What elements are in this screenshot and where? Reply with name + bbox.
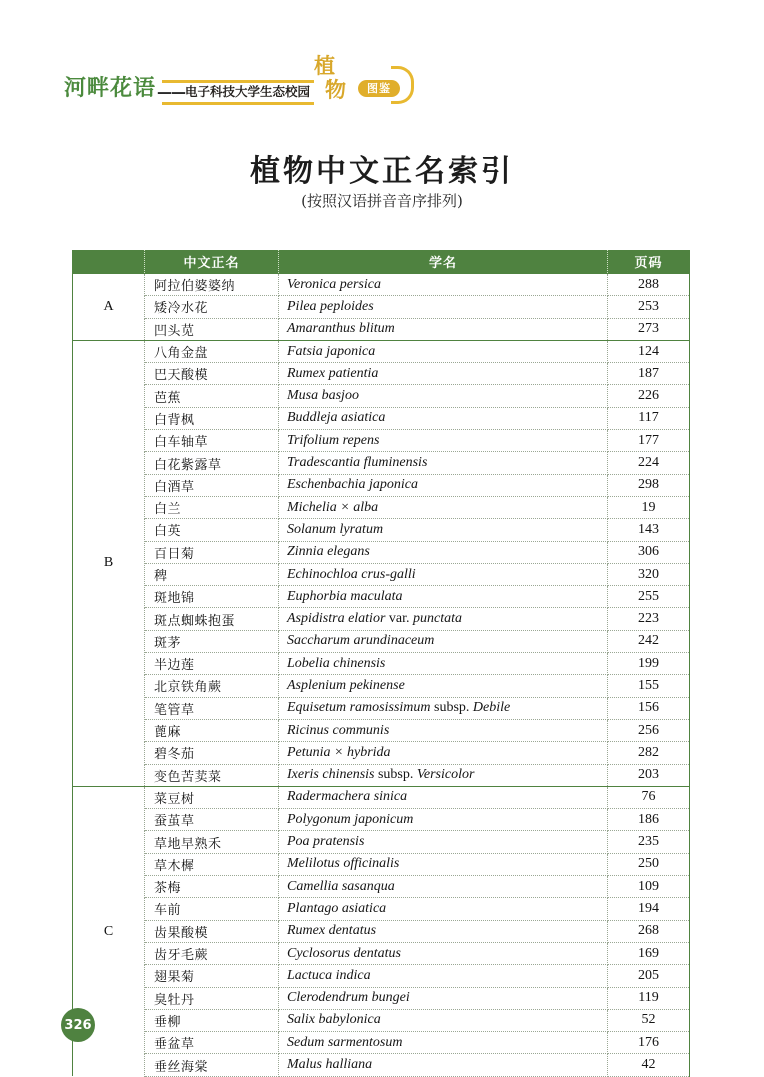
cell-page-number: 186 [608, 809, 690, 831]
cell-chinese-name: 白兰 [145, 496, 279, 518]
table-row [73, 318, 690, 340]
cell-page-number: 205 [608, 965, 690, 987]
cell-chinese-name: 白车轴草 [145, 430, 279, 452]
cell-scientific-name: Salix babylonica [279, 1009, 608, 1031]
cell-page-number: 177 [608, 430, 690, 452]
table-row [73, 876, 690, 898]
cell-page-number: 298 [608, 474, 690, 496]
cell-scientific-name: Buddleja asiatica [279, 407, 608, 429]
cell-page-number: 273 [608, 318, 690, 340]
cell-scientific-name: Petunia × hybrida [279, 742, 608, 764]
cell-page-number: 223 [608, 608, 690, 630]
plant-index-table [72, 250, 690, 1077]
table-row [73, 274, 690, 296]
cell-page-number: 187 [608, 363, 690, 385]
column-header-letter [73, 250, 145, 274]
cell-page-number: 169 [608, 942, 690, 964]
cell-scientific-name: Asplenium pekinense [279, 675, 608, 697]
logo-title-cn: 河畔花语 [64, 76, 157, 101]
table-header [73, 250, 690, 274]
cell-scientific-name: Sedum sarmentosum [279, 1032, 608, 1054]
cell-scientific-name: Malus halliana [279, 1054, 608, 1076]
cell-scientific-name: Zinnia elegans [279, 541, 608, 563]
cell-scientific-name: Equisetum ramosissimum subsp. Debile [279, 697, 608, 719]
cell-page-number: 119 [608, 987, 690, 1009]
book-logo [64, 54, 400, 106]
cell-chinese-name: 稗 [145, 563, 279, 585]
cell-page-number: 76 [608, 786, 690, 808]
table-row [73, 563, 690, 585]
table-row [73, 1032, 690, 1054]
cell-chinese-name: 齿牙毛蕨 [145, 942, 279, 964]
cell-page-number: 156 [608, 697, 690, 719]
letter-group-b: B [73, 340, 145, 786]
cell-scientific-name: Ricinus communis [279, 719, 608, 741]
cell-scientific-name: Aspidistra elatior var. punctata [279, 608, 608, 630]
cell-scientific-name: Melilotus officinalis [279, 853, 608, 875]
table-row [73, 363, 690, 385]
cell-scientific-name: Tradescantia fluminensis [279, 452, 608, 474]
cell-chinese-name: 翅果菊 [145, 965, 279, 987]
table-row [73, 942, 690, 964]
cell-scientific-name: Amaranthus blitum [279, 318, 608, 340]
cell-page-number: 19 [608, 496, 690, 518]
cell-scientific-name: Radermachera sinica [279, 786, 608, 808]
logo-gold-rule-top [162, 80, 314, 83]
cell-scientific-name: Polygonum japonicum [279, 809, 608, 831]
cell-scientific-name: Camellia sasanqua [279, 876, 608, 898]
cell-page-number: 109 [608, 876, 690, 898]
table-row [73, 853, 690, 875]
cell-chinese-name: 巴天酸模 [145, 363, 279, 385]
cell-page-number: 306 [608, 541, 690, 563]
table-row [73, 407, 690, 429]
cell-scientific-name: Trifolium repens [279, 430, 608, 452]
cell-chinese-name: 车前 [145, 898, 279, 920]
table-row [73, 519, 690, 541]
table-row [73, 898, 690, 920]
cell-chinese-name: 斑地锦 [145, 586, 279, 608]
cell-page-number: 194 [608, 898, 690, 920]
cell-page-number: 282 [608, 742, 690, 764]
cell-page-number: 256 [608, 719, 690, 741]
page-title: 植物中文正名索引 [250, 154, 514, 189]
cell-chinese-name: 茶梅 [145, 876, 279, 898]
cell-chinese-name: 芭蕉 [145, 385, 279, 407]
cell-chinese-name: 蚕茧草 [145, 809, 279, 831]
cell-chinese-name: 阿拉伯婆婆纳 [145, 274, 279, 296]
table-row [73, 786, 690, 808]
letter-group-c: C [73, 786, 145, 1076]
cell-scientific-name: Musa basjoo [279, 385, 608, 407]
cell-chinese-name: 垂柳 [145, 1009, 279, 1031]
cell-scientific-name: Lobelia chinensis [279, 653, 608, 675]
cell-scientific-name: Rumex patientia [279, 363, 608, 385]
cell-page-number: 203 [608, 764, 690, 786]
cell-chinese-name: 菜豆树 [145, 786, 279, 808]
cell-scientific-name: Cyclosorus dentatus [279, 942, 608, 964]
column-header-chinese-name: 中文正名 [145, 250, 279, 274]
cell-scientific-name: Saccharum arundinaceum [279, 630, 608, 652]
table-row [73, 764, 690, 786]
logo-gold-rule-bottom [162, 102, 314, 105]
cell-scientific-name: Lactuca indica [279, 965, 608, 987]
cell-chinese-name: 白酒草 [145, 474, 279, 496]
table-row [73, 496, 690, 518]
table-row [73, 675, 690, 697]
cell-page-number: 250 [608, 853, 690, 875]
cell-page-number: 242 [608, 630, 690, 652]
cell-page-number: 268 [608, 920, 690, 942]
logo-zhiwu-group [314, 54, 358, 106]
table-row [73, 965, 690, 987]
table-row [73, 809, 690, 831]
cell-chinese-name: 半边莲 [145, 653, 279, 675]
table-row [73, 653, 690, 675]
column-header-scientific-name: 学名 [279, 250, 608, 274]
cell-chinese-name: 垂盆草 [145, 1032, 279, 1054]
table-header-row [73, 250, 690, 274]
cell-chinese-name: 变色苦荬菜 [145, 764, 279, 786]
cell-scientific-name: Ixeris chinensis subsp. Versicolor [279, 764, 608, 786]
cell-page-number: 176 [608, 1032, 690, 1054]
logo-dash: —— [157, 83, 186, 101]
cell-chinese-name: 蓖麻 [145, 719, 279, 741]
cell-page-number: 255 [608, 586, 690, 608]
cell-scientific-name: Michelia × alba [279, 496, 608, 518]
cell-page-number: 143 [608, 519, 690, 541]
table-row [73, 1009, 690, 1031]
logo-gold-arc [391, 66, 414, 104]
table-row [73, 920, 690, 942]
cell-chinese-name: 八角金盘 [145, 340, 279, 362]
table-row [73, 541, 690, 563]
cell-scientific-name: Solanum lyratum [279, 519, 608, 541]
cell-page-number: 52 [608, 1009, 690, 1031]
index-table-container [72, 250, 690, 1077]
table-row [73, 430, 690, 452]
cell-scientific-name: Plantago asiatica [279, 898, 608, 920]
cell-page-number: 253 [608, 296, 690, 318]
table-row [73, 1054, 690, 1076]
cell-chinese-name: 北京铁角蕨 [145, 675, 279, 697]
cell-chinese-name: 白背枫 [145, 407, 279, 429]
cell-page-number: 42 [608, 1054, 690, 1076]
cell-chinese-name: 草地早熟禾 [145, 831, 279, 853]
cell-chinese-name: 百日菊 [145, 541, 279, 563]
cell-scientific-name: Rumex dentatus [279, 920, 608, 942]
cell-chinese-name: 凹头苋 [145, 318, 279, 340]
cell-chinese-name: 垂丝海棠 [145, 1054, 279, 1076]
cell-chinese-name: 矮冷水花 [145, 296, 279, 318]
table-row [73, 296, 690, 318]
table-row [73, 608, 690, 630]
table-row [73, 697, 690, 719]
logo-char-zhi: 植 [314, 54, 336, 78]
cell-chinese-name: 臭牡丹 [145, 987, 279, 1009]
cell-chinese-name: 碧冬茄 [145, 742, 279, 764]
logo-badge-tujian: 图鉴 [358, 80, 400, 97]
column-header-page: 页码 [608, 250, 690, 274]
cell-chinese-name: 斑茅 [145, 630, 279, 652]
cell-scientific-name: Fatsia japonica [279, 340, 608, 362]
table-row [73, 630, 690, 652]
cell-chinese-name: 白英 [145, 519, 279, 541]
table-row [73, 742, 690, 764]
cell-chinese-name: 笔管草 [145, 697, 279, 719]
cell-page-number: 124 [608, 340, 690, 362]
logo-rule-group [156, 85, 310, 106]
table-row [73, 340, 690, 362]
cell-page-number: 224 [608, 452, 690, 474]
cell-page-number: 235 [608, 831, 690, 853]
logo-char-wu: 物 [325, 78, 347, 102]
cell-chinese-name: 齿果酸模 [145, 920, 279, 942]
cell-scientific-name: Clerodendrum bungei [279, 987, 608, 1009]
cell-chinese-name: 斑点蜘蛛抱蛋 [145, 608, 279, 630]
table-row [73, 452, 690, 474]
cell-chinese-name: 白花紫露草 [145, 452, 279, 474]
table-row [73, 474, 690, 496]
cell-page-number: 117 [608, 407, 690, 429]
table-row [73, 385, 690, 407]
cell-page-number: 226 [608, 385, 690, 407]
cell-scientific-name: Eschenbachia japonica [279, 474, 608, 496]
cell-page-number: 155 [608, 675, 690, 697]
cell-scientific-name: Echinochloa crus-galli [279, 563, 608, 585]
cell-page-number: 320 [608, 563, 690, 585]
table-row [73, 586, 690, 608]
cell-scientific-name: Poa pratensis [279, 831, 608, 853]
letter-group-a: A [73, 274, 145, 341]
cell-page-number: 199 [608, 653, 690, 675]
page-subtitle: (按照汉语拼音音序排列) [301, 192, 463, 210]
table-row [73, 831, 690, 853]
logo-subtitle-cn: 电子科技大学生态校园 [185, 84, 311, 100]
cell-scientific-name: Veronica persica [279, 274, 608, 296]
page-number-badge: 326 [61, 1008, 95, 1042]
cell-page-number: 288 [608, 274, 690, 296]
table-row [73, 719, 690, 741]
cell-scientific-name: Pilea peploides [279, 296, 608, 318]
table-row [73, 987, 690, 1009]
cell-scientific-name: Euphorbia maculata [279, 586, 608, 608]
table-body [73, 274, 690, 1077]
cell-chinese-name: 草木樨 [145, 853, 279, 875]
